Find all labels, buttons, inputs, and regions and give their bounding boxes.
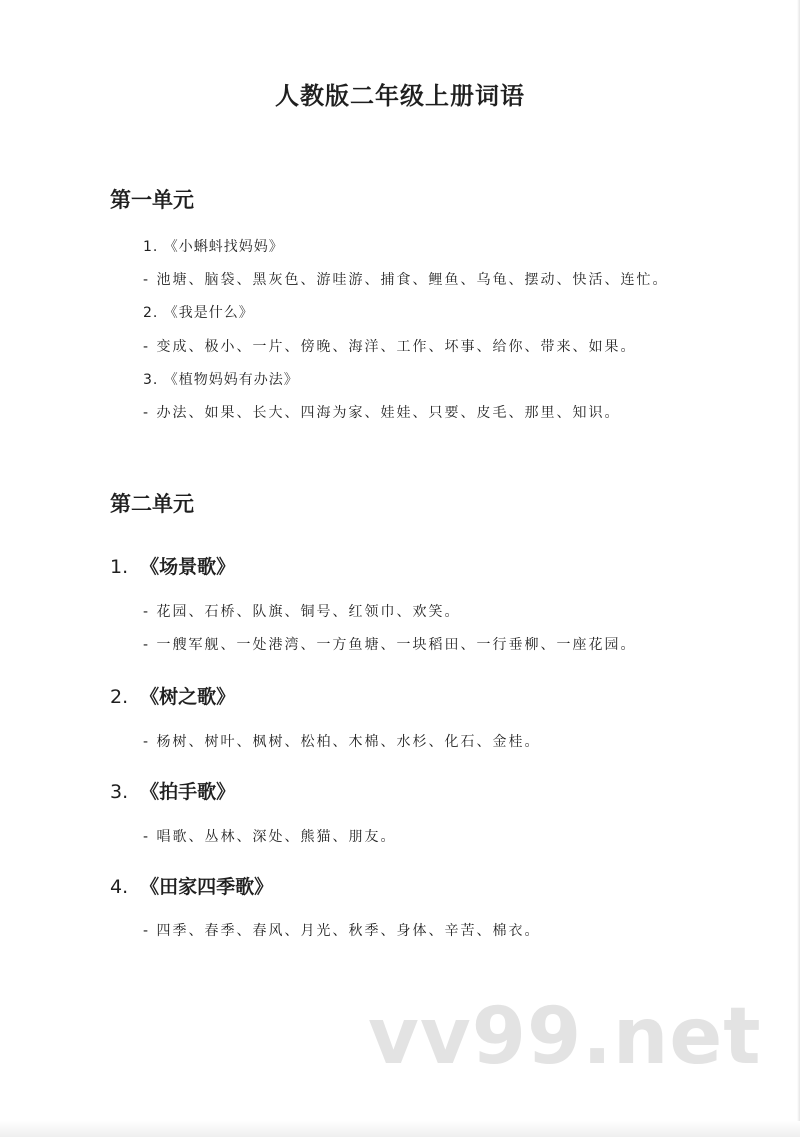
site-watermark: vv99.net [368,992,762,1082]
unit-2-lesson-3-title [110,777,235,804]
unit-2-lesson-1-words-2: - 一艘军舰、一处港湾、一方鱼塘、一块稻田、一行垂柳、一座花园。 [143,637,637,653]
unit-2-lesson-4-title [110,872,273,899]
unit-2-heading: 第二单元 [110,492,194,516]
unit-1-lesson-1-words: - 池塘、脑袋、黑灰色、游哇游、捕食、鲤鱼、乌龟、摆动、快活、连忙。 [143,272,669,288]
unit-2-lesson-4-number: 4. [110,876,129,898]
unit-2-lesson-2-number: 2. [110,686,129,708]
unit-2-lesson-4-words-1: - 四季、春季、春风、月光、秋季、身体、辛苦、棉衣。 [143,923,541,939]
unit-2-lesson-4-name: 《田家四季歌》 [140,876,274,898]
unit-1-lesson-1-title: 1. 《小蝌蚪找妈妈》 [143,239,284,255]
unit-2-lesson-2-title [110,682,235,709]
unit-1-lesson-3-title: 3. 《植物妈妈有办法》 [143,372,299,388]
unit-1-heading: 第一单元 [110,188,194,212]
unit-2-lesson-3-name: 《拍手歌》 [140,781,236,803]
unit-2-lesson-1-name: 《场景歌》 [140,556,236,578]
page-bottom-band [0,1121,800,1137]
unit-1-lesson-3-words: - 办法、如果、长大、四海为家、娃娃、只要、皮毛、那里、知识。 [143,405,621,421]
unit-2-lesson-3-number: 3. [110,781,129,803]
unit-2-lesson-1-number: 1. [110,556,129,578]
unit-2-lesson-2-words-1: - 杨树、树叶、枫树、松柏、木棉、水杉、化石、金桂。 [143,734,541,750]
unit-2-lesson-1-words-1: - 花园、石桥、队旗、铜号、红领巾、欢笑。 [143,604,461,620]
unit-2-lesson-2-name: 《树之歌》 [140,686,236,708]
unit-1-lesson-2-words: - 变成、极小、一片、傍晚、海洋、工作、坏事、给你、带来、如果。 [143,339,637,355]
unit-1-lesson-2-title: 2. 《我是什么》 [143,305,254,321]
unit-2-lesson-1-title [110,552,235,579]
unit-2-lesson-3-words-1: - 唱歌、丛林、深处、熊猫、朋友。 [143,829,397,845]
document-title: 人教版二年级上册词语 [275,82,525,110]
